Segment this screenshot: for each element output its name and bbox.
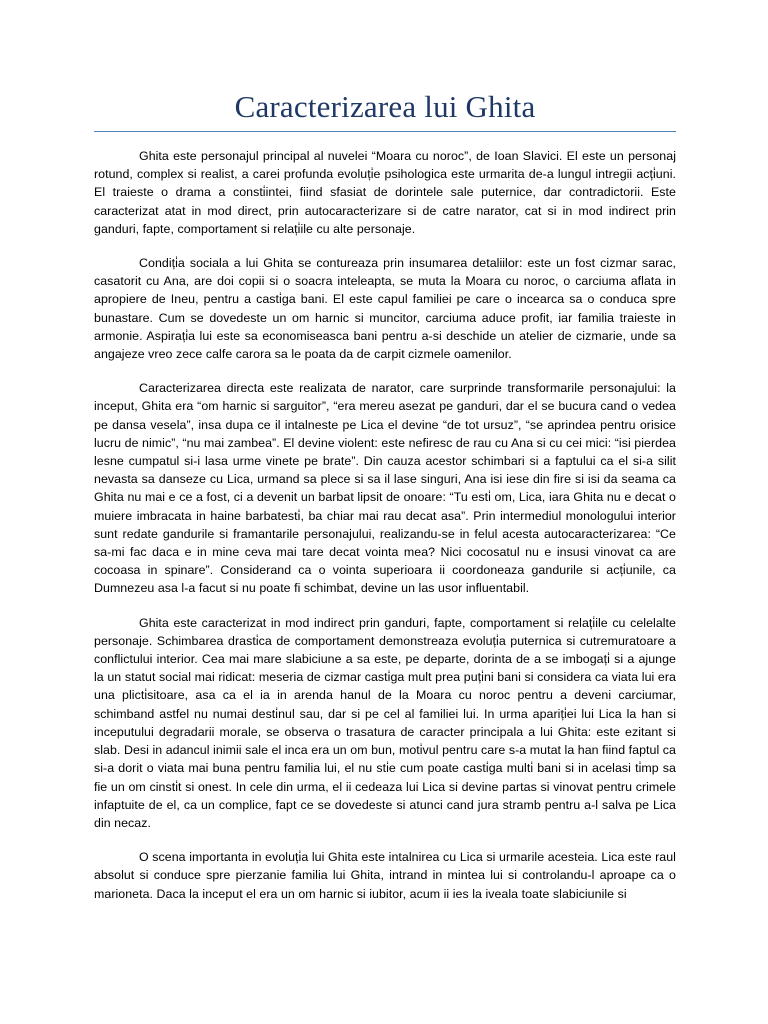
paragraph: Caracterizarea directa este realizata de narator, care surprinde transformarile personajului: la inceput, Ghita era “om harnic si sarguitor”, “era mereu asezat pe ganduri, dar el se bucura cand o vedea pe dansa vesela”, insa dupa ce il intalneste pe Lica el devine “de tot ursuz”, “se aprindea pentru orisice lucru de nimic”, “nu mai zambea”. El devine violent: este nefiresc de rau cu Ana si cu cei mici: “isi pierdea lesne cumpatul si-i lasa urme vinete pe brate”. Din cauza acestor schimbari si a faptului ca el si-a silit nevasta sa danseze cu Lica, urmand sa plece si sa il lase singuri, Ana isi iese din fire si isi da seama ca Ghita nu mai e ce a fost, ci a devenit un barbat lipsit de onoare: “Tu esti̇ om, Lica, iara Ghita nu e decat o muiere imbracata in haine barbatesti̇, ba chiar mai rau decat asa”. Prin intermediul monologului interior sunt redate gandurile si framantarile personajului, realizandu-se in felul acesta autocaracterizarea: “Ce sa-mi fac daca e in mine ceva mai tare decat vointa mea? Nici cocosatul nu e insusi vinovat ca are cocoasa in spinare”. Considerand ca o vointa superioara ii coordoneaza gandurile si acți̇unile, ca Dumnezeu asa l-a facut si nu poate fi schimbat, devine un las usor influentabil.	[94, 381, 676, 596]
paragraph: Ghita este personajul principal al nuvelei “Moara cu noroc”, de Ioan Slavici. El este un personaj rotund, complex si realist, a carei profunda evoluți̇e psihologica este urmarita de-a lungul intregii acți̇uni. El traieste o drama a consti̇intei, fiind sfasiat de dorintele sale puternice, dar contradictorii. Este caracterizat atat in mod direct, prin autocaracterizare si de catre narator, cat si in mod indirect prin ganduri, fapte, comportament si relați̇ile cu alte personaje.	[94, 149, 676, 236]
document-title: Caracterizarea lui Ghita	[234, 89, 536, 124]
paragraph: O scena importanta in evoluți̇a lui Ghita este intalnirea cu Lica si urmarile acesteia. Lica este raul absolut si conduce spre pierzanie familia lui Ghita, intrand in mintea lui si controlandu-l aproape ca o marioneta. Daca la inceput el era un om harnic si iubitor, acum ii ies la iveala toate slabiciunile si	[94, 850, 676, 901]
paragraph: Condiți̇a sociala a lui Ghita se contureaza prin insumarea detaliilor: este un fost cizmar sarac, casatorit cu Ana, are doi copii si o soacra inteleapta, se muta la Moara cu noroc, o carciuma aflata in apropiere de Ineu, pentru a casti̇ga bani. El este capul familiei pe care o incearca sa o conduca spre bunastare. Cum se dovedeste un om harnic si muncitor, carciuma aduce profit, iar familia traieste in armonie. Aspirați̇a lui este sa economiseasca bani pentru a-si deschide un atelier de cizmarie, unde sa angajeze vreo zece calfe carora sa le poata da de carpit cizmele oamenilor.	[94, 256, 676, 362]
title-divider	[94, 131, 676, 132]
paragraph: Ghita este caracterizat in mod indirect prin ganduri, fapte, comportament si relați̇ile cu celelalte personaje. Schimbarea drasti̇ca de comportament demonstreaza evoluți̇a puternica si cutremuratoare a conflictului interior. Cea mai mare slabiciune a sa este, pe departe, dorinta de a se imbogați̇ si a ajunge la un statut social mai ridicat: meseria de cizmar casti̇ga mult prea puți̇ni bani si considera ca viata lui era una plicti̇sitoare, asa ca el ia in arenda hanul de la Moara cu noroc pentru a deveni carciumar, schimband astfel nu numai desti̇nul sau, dar si pe cel al familiei lui. In urma apariți̇ei lui Lica la han si inceputului degradarii morale, se observa o trasatura de caracter principala a lui Ghita: este ezitant si slab. Desi in adancul inimii sale el inca era un om bun, moti̇vul pentru care s-a mutat la han fiind faptul ca si-a dorit o viata mai buna pentru familia lui, el nu sti̇e cum poate casti̇ga multi̇ bani si in acelasi ti̇mp sa fie un om cinsti̇t si onest. In cele din urma, el ii cedeaza lui Lica si devine partas si vinovat pentru crimele infaptuite de el, ca un complice, fapt ce se dovedeste si atunci cand jura stramb pentru a-l salva pe Lica din necaz.	[94, 615, 676, 830]
document-page	[94, 78, 676, 919]
